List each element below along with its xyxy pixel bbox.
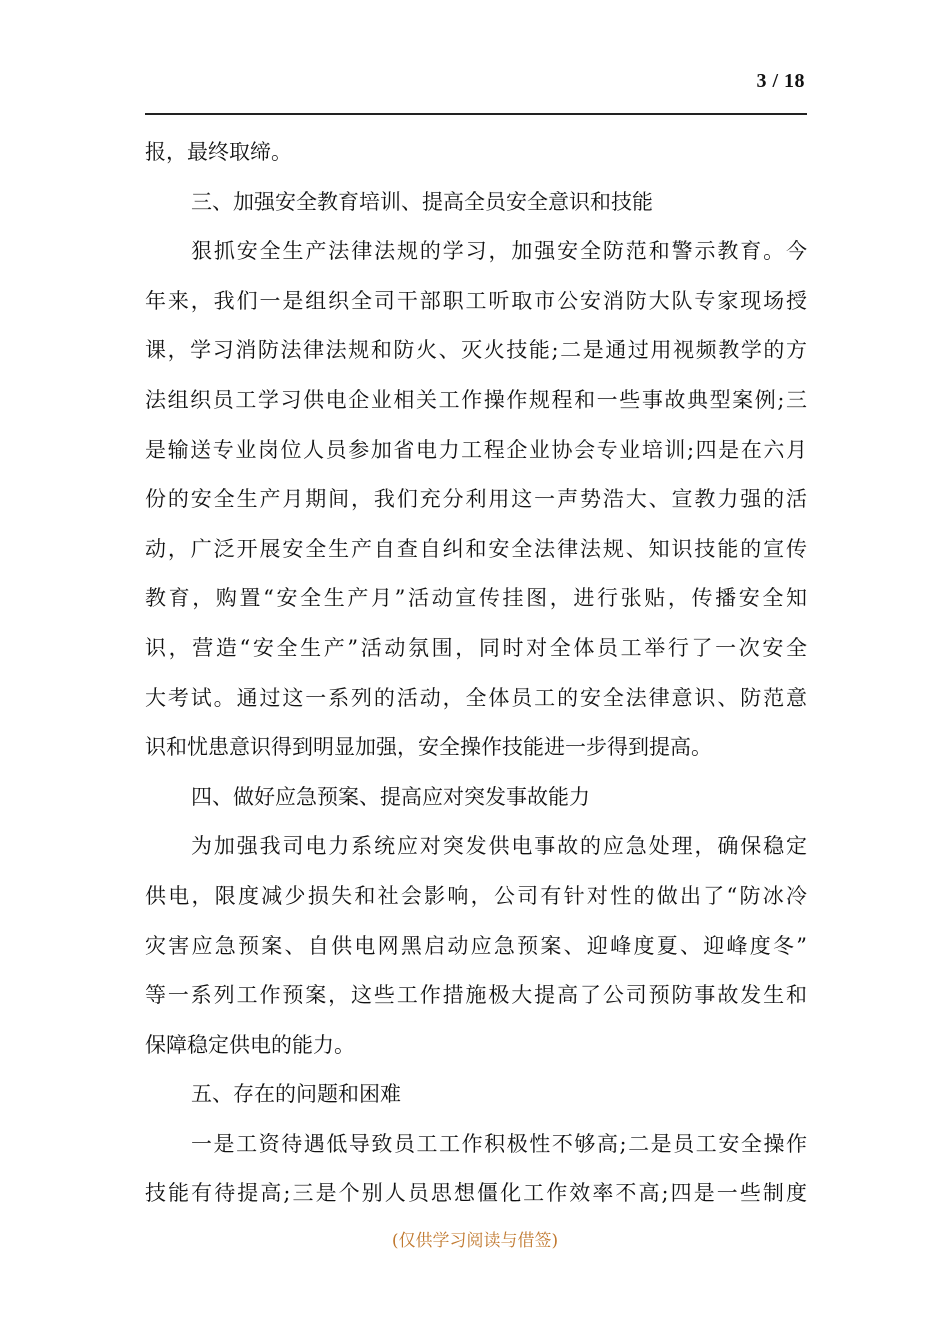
section-heading: 五、存在的问题和困难 xyxy=(191,1082,401,1107)
paragraph-line: 识和忧患意识得到明显加强，安全操作技能进一步得到提高。 xyxy=(145,735,712,760)
paragraph-line: 灾害应急预案、自供电网黑启动应急预案、迎峰度夏、迎峰度冬” xyxy=(145,933,807,958)
paragraph-line: 课，学习消防法律法规和防火、灭火技能;二是通过用视频教学的方 xyxy=(145,338,807,363)
paragraph-line: 大考试。通过这一系列的活动，全体员工的安全法律意识、防范意 xyxy=(145,685,807,710)
document-body xyxy=(145,128,807,1219)
section-heading: 四、做好应急预案、提高应对突发事故能力 xyxy=(191,784,590,809)
paragraph-line: 供电，限度减少损失和社会影响，公司有针对性的做出了“防冰冷 xyxy=(145,883,807,908)
paragraph-line: 技能有待提高;三是个别人员思想僵化工作效率不高;四是一些制度 xyxy=(145,1181,807,1206)
section-heading: 三、加强安全教育培训、提高全员安全意识和技能 xyxy=(191,189,653,214)
paragraph-line: 为加强我司电力系统应对突发供电事故的应急处理，确保稳定 xyxy=(191,834,807,859)
paragraph-line: 教育，购置“安全生产月”活动宣传挂图，进行张贴，传播安全知 xyxy=(145,586,807,611)
paragraph-line: 等一系列工作预案，这些工作措施极大提高了公司预防事故发生和 xyxy=(145,983,807,1008)
paragraph-line: 报，最终取缔。 xyxy=(145,140,292,164)
footer-note: (仅供学习阅读与借签) xyxy=(391,1231,559,1251)
paragraph-line: 份的安全生产月期间，我们充分利用这一声势浩大、宣教力强的活 xyxy=(145,487,807,512)
paragraph-line: 是输送专业岗位人员参加省电力工程企业协会专业培训;四是在六月 xyxy=(145,437,807,462)
paragraph-line: 法组织员工学习供电企业相关工作操作规程和一些事故典型案例;三 xyxy=(145,387,807,412)
paragraph-line: 狠抓安全生产法律法规的学习，加强安全防范和警示教育。今 xyxy=(191,239,807,264)
page-number: 3 / 18 xyxy=(756,70,805,92)
paragraph-line: 保障稳定供电的能力。 xyxy=(145,1032,355,1057)
paragraph-line: 动，广泛开展安全生产自查自纠和安全法律法规、知识技能的宣传 xyxy=(145,536,807,561)
paragraph-line: 一是工资待遇低导致员工工作积极性不够高;二是员工安全操作 xyxy=(191,1131,807,1156)
paragraph-line: 年来，我们一是组织全司干部职工听取市公安消防大队专家现场授 xyxy=(145,288,807,313)
paragraph-line: 识，营造“安全生产”活动氛围，同时对全体员工举行了一次安全 xyxy=(145,635,807,660)
header-rule xyxy=(145,113,807,115)
